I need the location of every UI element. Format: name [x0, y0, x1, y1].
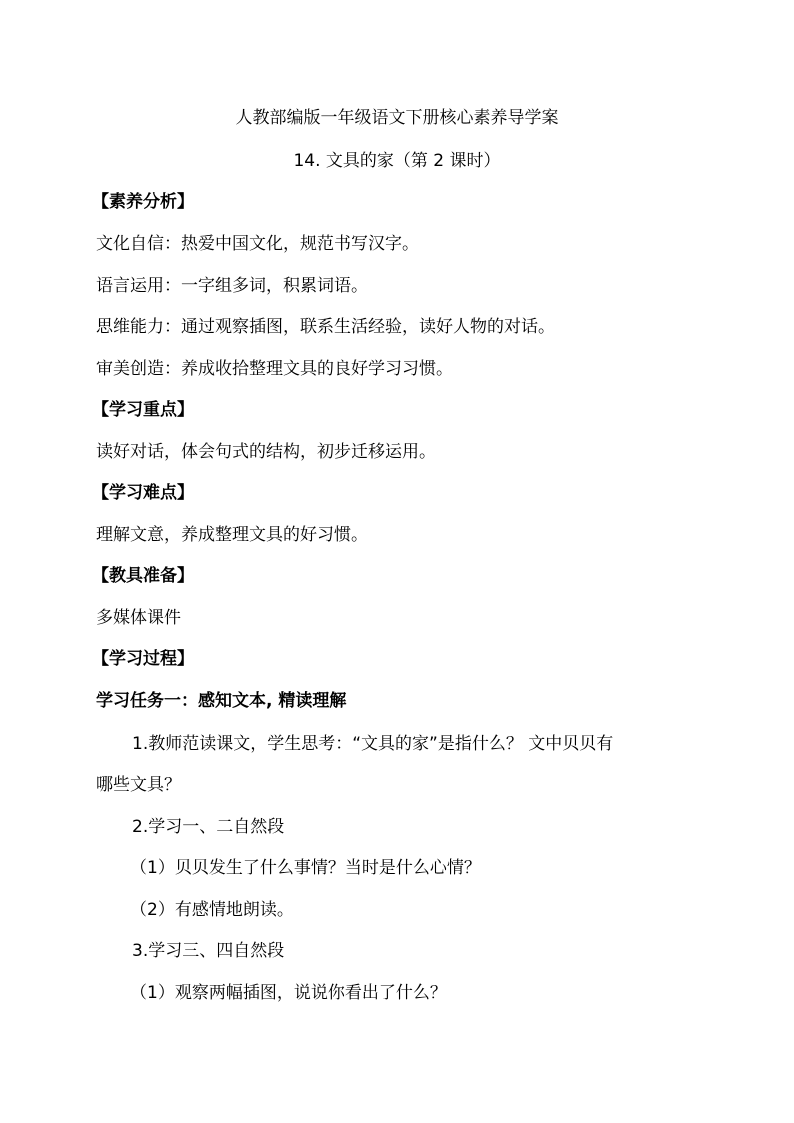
- literacy-item-aesthetic: 审美创造：养成收拾整理文具的良好学习习惯。: [96, 359, 453, 379]
- question-2-sub-1: （1）贝贝发生了什么事情？当时是什么心情？: [130, 858, 481, 878]
- learning-focus-text: 读好对话，体会句式的结构，初步迁移运用。: [96, 442, 436, 462]
- question-1-line-1: 1.教师范读课文，学生思考：“文具的家”是指什么？ 文中贝贝有: [132, 734, 614, 754]
- heading-teaching-tools: 【教具准备】: [92, 566, 194, 586]
- question-1-line-2: 哪些文具？: [96, 775, 181, 795]
- question-2-sub-2: （2）有感情地朗读。: [130, 900, 294, 920]
- heading-learning-focus: 【学习重点】: [92, 400, 194, 420]
- learning-task-1: 学习任务一：感知文本, 精读理解: [96, 691, 347, 711]
- question-3-sub-1: （1）观察两幅插图，说说你看出了什么？: [130, 983, 447, 1003]
- learning-difficulty-text: 理解文意，养成整理文具的好习惯。: [96, 525, 368, 545]
- heading-literacy-analysis: 【素养分析】: [92, 192, 194, 212]
- literacy-item-culture: 文化自信：热爱中国文化，规范书写汉字。: [96, 234, 419, 254]
- literacy-item-thinking: 思维能力：通过观察插图，联系生活经验，读好人物的对话。: [96, 317, 555, 337]
- teaching-tools-text: 多媒体课件: [96, 608, 181, 628]
- document-title: 人教部编版一年级语文下册核心素养导学案: [235, 108, 559, 128]
- literacy-item-language: 语言运用：一字组多词，积累词语。: [96, 276, 368, 296]
- heading-learning-difficulty: 【学习难点】: [92, 483, 194, 503]
- question-3: 3.学习三、四自然段: [132, 941, 285, 961]
- lesson-subtitle: 14. 文具的家（第 2 课时）: [293, 151, 501, 171]
- question-2: 2.学习一、二自然段: [132, 817, 285, 837]
- heading-learning-process: 【学习过程】: [92, 649, 194, 669]
